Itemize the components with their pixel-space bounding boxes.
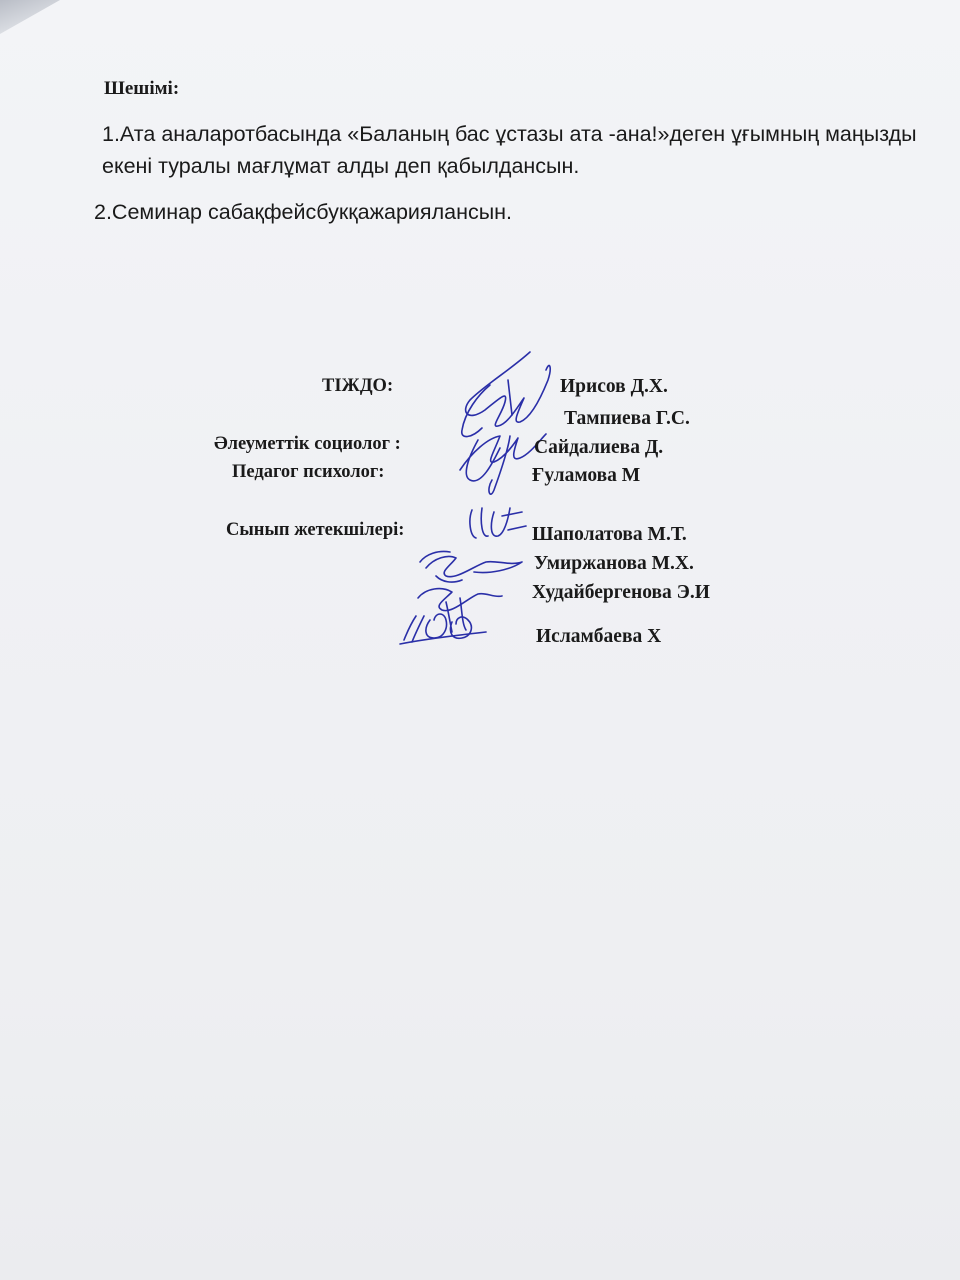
class-teacher-name-3: Худайбергенова Э.И [532, 582, 710, 603]
decision-item-2: 2.Семинар сабақфейсбукқажариялансын. [94, 200, 513, 224]
decision-heading: Шешімі: [104, 78, 180, 99]
sociologist-name: Сайдалиева Д. [534, 437, 664, 458]
tizhdo-name-1: Ирисов Д.Х. [560, 376, 668, 397]
tizhdo-name-2: Тампиева Г.С. [564, 408, 690, 429]
class-teacher-name-1: Шаполатова М.Т. [532, 524, 687, 545]
tizhdo-label: ТІЖДО: [322, 376, 394, 396]
sociologist-label: Әлеуметтік социолог : [214, 434, 401, 454]
psychologist-name: Ғуламова М [532, 465, 641, 486]
decision-item-1: 1.Ата аналаротбасында «Баланың бас ұстазы ата -ана!»деген ұғымның маңызды екені туралы мағлұмат алды деп қабылдансын. [102, 122, 917, 178]
class-teachers-label: Сынып жетекшілері: [226, 520, 405, 540]
psychologist-label: Педагог психолог: [232, 462, 385, 482]
class-teacher-name-4: Исламбаева Х [536, 626, 662, 647]
page-corner-fold [0, 0, 60, 34]
handwritten-signatures [390, 340, 570, 660]
class-teacher-name-2: Умиржанова М.Х. [534, 553, 694, 574]
